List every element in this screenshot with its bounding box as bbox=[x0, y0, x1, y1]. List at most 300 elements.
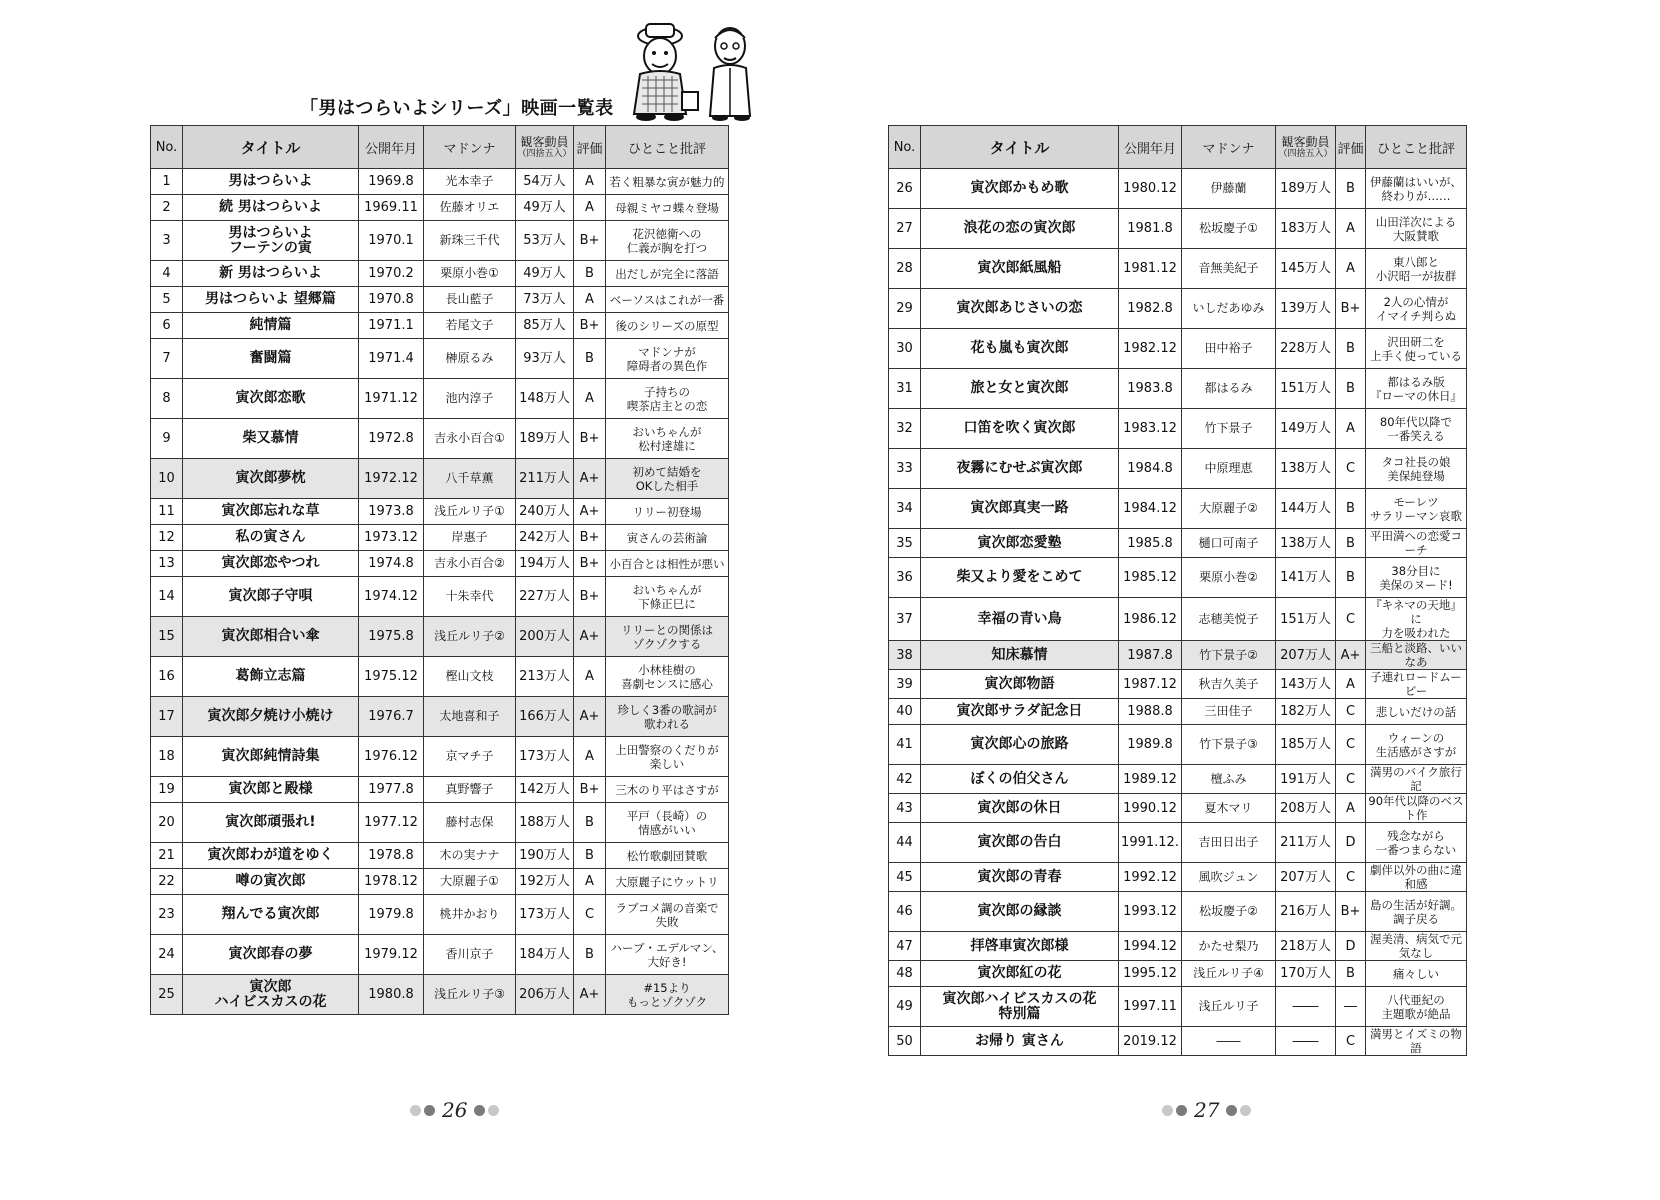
cell-title: 寅次郎紅の花 bbox=[921, 961, 1119, 987]
cell-rating: B+ bbox=[574, 221, 606, 261]
cell-madonna: 秋吉久美子 bbox=[1182, 670, 1276, 699]
cell-madonna: 浅丘ルリ子② bbox=[424, 617, 516, 657]
cell-audience: 173万人 bbox=[516, 895, 574, 935]
table-row bbox=[151, 975, 729, 1015]
cell-madonna: 都はるみ bbox=[1182, 369, 1276, 409]
cell-rating: C bbox=[1336, 725, 1366, 765]
cell-release-date: 1969.8 bbox=[359, 169, 424, 195]
cell-no: 23 bbox=[151, 895, 183, 935]
cell-no: 3 bbox=[151, 221, 183, 261]
cell-comment: 残念ながら 一番つまらない bbox=[1366, 823, 1467, 863]
cell-madonna: 栗原小巻② bbox=[1182, 558, 1276, 598]
table-row bbox=[151, 313, 729, 339]
cell-no: 21 bbox=[151, 843, 183, 869]
cell-comment: おいちゃんが 松村達雄に bbox=[606, 419, 729, 459]
cell-madonna: 浅丘ルリ子① bbox=[424, 499, 516, 525]
cell-audience: 142万人 bbox=[516, 777, 574, 803]
table-row bbox=[151, 551, 729, 577]
cell-title: 寅次郎心の旅路 bbox=[921, 725, 1119, 765]
col-header-rating: 評価 bbox=[574, 126, 606, 169]
cell-madonna: 八千草薫 bbox=[424, 459, 516, 499]
cell-comment: #15より もっとゾクゾク bbox=[606, 975, 729, 1015]
cell-madonna: 栗原小巻① bbox=[424, 261, 516, 287]
table-row bbox=[889, 641, 1467, 670]
cell-no: 13 bbox=[151, 551, 183, 577]
cell-no: 29 bbox=[889, 289, 921, 329]
cell-audience: 211万人 bbox=[1276, 823, 1336, 863]
cell-release-date: 1994.12 bbox=[1119, 932, 1182, 961]
cell-audience: 190万人 bbox=[516, 843, 574, 869]
cell-comment: 2人の心情が イマイチ判らぬ bbox=[1366, 289, 1467, 329]
cell-audience: 143万人 bbox=[1276, 670, 1336, 699]
cell-release-date: 1971.1 bbox=[359, 313, 424, 339]
col-header-title: タイトル bbox=[921, 126, 1119, 169]
table-row bbox=[889, 369, 1467, 409]
cell-title: 奮闘篇 bbox=[183, 339, 359, 379]
cell-release-date: 1970.1 bbox=[359, 221, 424, 261]
table-row bbox=[151, 777, 729, 803]
table-row bbox=[889, 489, 1467, 529]
cell-title: 寅次郎の青春 bbox=[921, 863, 1119, 892]
cell-madonna: 音無美紀子 bbox=[1182, 249, 1276, 289]
cell-no: 5 bbox=[151, 287, 183, 313]
cell-title: 寅次郎の休日 bbox=[921, 794, 1119, 823]
cell-no: 15 bbox=[151, 617, 183, 657]
cell-comment: 悲しいだけの話 bbox=[1366, 699, 1467, 725]
cell-release-date: 1987.8 bbox=[1119, 641, 1182, 670]
table-row bbox=[889, 794, 1467, 823]
col-header-date: 公開年月 bbox=[359, 126, 424, 169]
cell-comment: タコ社長の娘 美保純登場 bbox=[1366, 449, 1467, 489]
cell-no: 33 bbox=[889, 449, 921, 489]
cell-release-date: 1982.12 bbox=[1119, 329, 1182, 369]
cell-rating: A bbox=[574, 379, 606, 419]
table-row bbox=[151, 419, 729, 459]
cell-rating: B+ bbox=[574, 419, 606, 459]
table-row bbox=[151, 577, 729, 617]
table-row bbox=[151, 737, 729, 777]
col-header-madonna: マドンナ bbox=[1182, 126, 1276, 169]
table-row bbox=[889, 765, 1467, 794]
cell-audience: 216万人 bbox=[1276, 892, 1336, 932]
cell-no: 32 bbox=[889, 409, 921, 449]
cell-release-date: 1977.8 bbox=[359, 777, 424, 803]
cell-madonna: 檀ふみ bbox=[1182, 765, 1276, 794]
cell-title: 浪花の恋の寅次郎 bbox=[921, 209, 1119, 249]
cell-comment: 平戸（長崎）の 情感がいい bbox=[606, 803, 729, 843]
cell-no: 22 bbox=[151, 869, 183, 895]
cell-no: 36 bbox=[889, 558, 921, 598]
table-row bbox=[889, 932, 1467, 961]
cell-madonna: 三田佳子 bbox=[1182, 699, 1276, 725]
table-row bbox=[889, 558, 1467, 598]
cell-audience: 139万人 bbox=[1276, 289, 1336, 329]
cell-release-date: 1971.4 bbox=[359, 339, 424, 379]
cell-audience: 184万人 bbox=[516, 935, 574, 975]
cell-audience: 240万人 bbox=[516, 499, 574, 525]
cell-title: 男はつらいよ 望郷篇 bbox=[183, 287, 359, 313]
col-header-title: タイトル bbox=[183, 126, 359, 169]
cell-no: 46 bbox=[889, 892, 921, 932]
cell-no: 30 bbox=[889, 329, 921, 369]
cell-audience: 206万人 bbox=[516, 975, 574, 1015]
cell-title: 男はつらいよ フーテンの寅 bbox=[183, 221, 359, 261]
cell-title: 寅次郎相合い傘 bbox=[183, 617, 359, 657]
cell-rating: B bbox=[574, 261, 606, 287]
cell-rating: B bbox=[1336, 329, 1366, 369]
cell-madonna: 松坂慶子② bbox=[1182, 892, 1276, 932]
cell-rating: B+ bbox=[574, 777, 606, 803]
cell-comment: 珍しく3番の歌詞が 歌われる bbox=[606, 697, 729, 737]
cell-comment: おいちゃんが 下條正巳に bbox=[606, 577, 729, 617]
cell-no: 48 bbox=[889, 961, 921, 987]
cell-no: 24 bbox=[151, 935, 183, 975]
page-title: 「男はつらいよシリーズ」映画一覧表 bbox=[300, 98, 614, 119]
cell-title: 寅次郎恋やつれ bbox=[183, 551, 359, 577]
table-header-row bbox=[889, 126, 1467, 169]
cell-rating: A+ bbox=[574, 499, 606, 525]
tora-san-cartoon-illustration bbox=[612, 16, 762, 122]
cell-rating: C bbox=[1336, 1027, 1366, 1056]
col-header-audience-label: 観客動員 bbox=[520, 135, 569, 149]
col-header-audience-note: （四捨五入） bbox=[517, 149, 572, 159]
table-row bbox=[151, 935, 729, 975]
cell-comment: 都はるみ版 『ローマの休日』 bbox=[1366, 369, 1467, 409]
cell-comment: 子持ちの 喫茶店主との恋 bbox=[606, 379, 729, 419]
cell-rating: B+ bbox=[1336, 892, 1366, 932]
cell-comment: 東八郎と 小沢昭一が抜群 bbox=[1366, 249, 1467, 289]
cell-rating: B+ bbox=[574, 313, 606, 339]
cell-comment: ハーブ・エデルマン、 大好き! bbox=[606, 935, 729, 975]
cell-title: 寅次郎かもめ歌 bbox=[921, 169, 1119, 209]
cell-no: 45 bbox=[889, 863, 921, 892]
cell-audience: 53万人 bbox=[516, 221, 574, 261]
cell-title: 幸福の青い鳥 bbox=[921, 598, 1119, 641]
table-row bbox=[151, 195, 729, 221]
cell-no: 12 bbox=[151, 525, 183, 551]
cell-no: 49 bbox=[889, 987, 921, 1027]
cell-title: 寅次郎春の夢 bbox=[183, 935, 359, 975]
table-row bbox=[889, 249, 1467, 289]
page-dot-icon bbox=[488, 1105, 499, 1116]
cell-rating: A bbox=[1336, 794, 1366, 823]
cell-rating: A bbox=[574, 737, 606, 777]
table-row bbox=[151, 657, 729, 697]
cell-no: 2 bbox=[151, 195, 183, 221]
page-number-text: 27 bbox=[1194, 1098, 1220, 1122]
cell-comment: 三船と淡路、いいなあ bbox=[1366, 641, 1467, 670]
cell-rating: B+ bbox=[574, 551, 606, 577]
cell-audience: 151万人 bbox=[1276, 598, 1336, 641]
cell-comment: 小百合とは相性が悪い bbox=[606, 551, 729, 577]
cell-rating: B bbox=[1336, 169, 1366, 209]
cell-release-date: 1981.12 bbox=[1119, 249, 1182, 289]
cell-audience: 149万人 bbox=[1276, 409, 1336, 449]
cell-madonna: 田中裕子 bbox=[1182, 329, 1276, 369]
table-row bbox=[889, 449, 1467, 489]
cell-madonna: 風吹ジュン bbox=[1182, 863, 1276, 892]
cell-release-date: 2019.12 bbox=[1119, 1027, 1182, 1056]
cell-no: 20 bbox=[151, 803, 183, 843]
cell-comment: 38分目に 美保のヌード! bbox=[1366, 558, 1467, 598]
cell-title: 寅次郎物語 bbox=[921, 670, 1119, 699]
cell-title: 男はつらいよ bbox=[183, 169, 359, 195]
cell-comment: 後のシリーズの原型 bbox=[606, 313, 729, 339]
cell-audience: 85万人 bbox=[516, 313, 574, 339]
cell-no: 27 bbox=[889, 209, 921, 249]
cell-title: 寅次郎と殿様 bbox=[183, 777, 359, 803]
cell-release-date: 1985.8 bbox=[1119, 529, 1182, 558]
cell-title: 翔んでる寅次郎 bbox=[183, 895, 359, 935]
cell-audience: 138万人 bbox=[1276, 449, 1336, 489]
cell-comment: 八代亜紀の 主題歌が絶品 bbox=[1366, 987, 1467, 1027]
cell-rating: B bbox=[1336, 369, 1366, 409]
cell-no: 38 bbox=[889, 641, 921, 670]
cell-no: 1 bbox=[151, 169, 183, 195]
cell-release-date: 1984.8 bbox=[1119, 449, 1182, 489]
cell-title: 花も嵐も寅次郎 bbox=[921, 329, 1119, 369]
cell-audience: 213万人 bbox=[516, 657, 574, 697]
cell-release-date: 1969.11 bbox=[359, 195, 424, 221]
cell-comment: 若く粗暴な寅が魅力的 bbox=[606, 169, 729, 195]
cell-title: 寅次郎の告白 bbox=[921, 823, 1119, 863]
cell-audience: 228万人 bbox=[1276, 329, 1336, 369]
cell-madonna: いしだあゆみ bbox=[1182, 289, 1276, 329]
col-header-audience bbox=[1276, 126, 1336, 169]
table-row bbox=[889, 863, 1467, 892]
cell-release-date: 1976.12 bbox=[359, 737, 424, 777]
cell-madonna: 竹下景子 bbox=[1182, 409, 1276, 449]
cell-no: 18 bbox=[151, 737, 183, 777]
col-header-comment: ひとこと批評 bbox=[1366, 126, 1467, 169]
page-dot-icon bbox=[410, 1105, 421, 1116]
page-dot-icon bbox=[1176, 1105, 1187, 1116]
cell-rating: C bbox=[1336, 863, 1366, 892]
cell-title: ぼくの伯父さん bbox=[921, 765, 1119, 794]
table-row bbox=[889, 598, 1467, 641]
cell-title: 夜霧にむせぶ寅次郎 bbox=[921, 449, 1119, 489]
cell-release-date: 1980.12 bbox=[1119, 169, 1182, 209]
cell-madonna: 木の実ナナ bbox=[424, 843, 516, 869]
cell-madonna: 新珠三千代 bbox=[424, 221, 516, 261]
cell-no: 19 bbox=[151, 777, 183, 803]
cell-comment: 小林桂樹の 喜劇センスに感心 bbox=[606, 657, 729, 697]
cell-release-date: 1977.12 bbox=[359, 803, 424, 843]
cell-no: 8 bbox=[151, 379, 183, 419]
page-number-text: 26 bbox=[442, 1098, 468, 1122]
cell-title: 続 男はつらいよ bbox=[183, 195, 359, 221]
cell-release-date: 1991.12. bbox=[1119, 823, 1182, 863]
cell-title: 旅と女と寅次郎 bbox=[921, 369, 1119, 409]
cell-release-date: 1990.12 bbox=[1119, 794, 1182, 823]
cell-madonna: 十朱幸代 bbox=[424, 577, 516, 617]
cell-rating: C bbox=[1336, 598, 1366, 641]
cell-comment: 90年代以降のベスト作 bbox=[1366, 794, 1467, 823]
table-row bbox=[151, 499, 729, 525]
cell-rating: B+ bbox=[1336, 289, 1366, 329]
table-row bbox=[889, 725, 1467, 765]
cell-title: 寅次郎忘れな草 bbox=[183, 499, 359, 525]
cell-release-date: 1974.12 bbox=[359, 577, 424, 617]
cell-comment: 寅さんの芸術論 bbox=[606, 525, 729, 551]
cell-audience: 151万人 bbox=[1276, 369, 1336, 409]
cell-release-date: 1986.12 bbox=[1119, 598, 1182, 641]
cell-comment: 山田洋次による 大阪賛歌 bbox=[1366, 209, 1467, 249]
table-row bbox=[889, 987, 1467, 1027]
cell-title: 寅次郎紙風船 bbox=[921, 249, 1119, 289]
cell-rating: B bbox=[574, 843, 606, 869]
cell-title: 寅次郎あじさいの恋 bbox=[921, 289, 1119, 329]
table-row bbox=[889, 670, 1467, 699]
cell-comment: 渥美清、病気で元気なし bbox=[1366, 932, 1467, 961]
cell-title: 寅次郎サラダ記念日 bbox=[921, 699, 1119, 725]
cell-comment: ウィーンの 生活感がさすが bbox=[1366, 725, 1467, 765]
cell-title: 純情篇 bbox=[183, 313, 359, 339]
cell-rating: A bbox=[574, 869, 606, 895]
cell-rating: A bbox=[1336, 249, 1366, 289]
cell-no: 10 bbox=[151, 459, 183, 499]
film-list-table-right bbox=[888, 125, 1467, 1056]
cell-madonna: 榊原るみ bbox=[424, 339, 516, 379]
cell-audience: 191万人 bbox=[1276, 765, 1336, 794]
cell-no: 41 bbox=[889, 725, 921, 765]
col-header-madonna: マドンナ bbox=[424, 126, 516, 169]
cell-madonna: 光本幸子 bbox=[424, 169, 516, 195]
cell-audience: 183万人 bbox=[1276, 209, 1336, 249]
table-row bbox=[151, 697, 729, 737]
cell-comment: 島の生活が好調。 調子戻る bbox=[1366, 892, 1467, 932]
cell-release-date: 1983.12 bbox=[1119, 409, 1182, 449]
cell-comment: リリー初登場 bbox=[606, 499, 729, 525]
cell-release-date: 1989.8 bbox=[1119, 725, 1182, 765]
cell-no: 17 bbox=[151, 697, 183, 737]
col-header-date: 公開年月 bbox=[1119, 126, 1182, 169]
cell-audience: 227万人 bbox=[516, 577, 574, 617]
cell-no: 11 bbox=[151, 499, 183, 525]
cell-madonna: 真野響子 bbox=[424, 777, 516, 803]
cell-audience: 211万人 bbox=[516, 459, 574, 499]
cell-madonna: 京マチ子 bbox=[424, 737, 516, 777]
col-header-audience-label: 観客動員 bbox=[1281, 135, 1330, 149]
cell-audience: 207万人 bbox=[1276, 641, 1336, 670]
table-row bbox=[889, 961, 1467, 987]
cell-audience: 170万人 bbox=[1276, 961, 1336, 987]
cell-rating: C bbox=[1336, 765, 1366, 794]
cell-madonna: 志穂美悦子 bbox=[1182, 598, 1276, 641]
cell-comment: 平田満への恋愛コーチ bbox=[1366, 529, 1467, 558]
table-row bbox=[151, 261, 729, 287]
cell-audience: 218万人 bbox=[1276, 932, 1336, 961]
cell-madonna: 大原麗子① bbox=[424, 869, 516, 895]
cell-release-date: 1992.12 bbox=[1119, 863, 1182, 892]
table-row bbox=[889, 409, 1467, 449]
table-row bbox=[151, 459, 729, 499]
cell-audience: 49万人 bbox=[516, 195, 574, 221]
cell-rating: A bbox=[574, 195, 606, 221]
cell-release-date: 1993.12 bbox=[1119, 892, 1182, 932]
table-header-row bbox=[151, 126, 729, 169]
cell-release-date: 1995.12 bbox=[1119, 961, 1182, 987]
page-number-left bbox=[410, 1100, 499, 1120]
page-dot-icon bbox=[424, 1105, 435, 1116]
cell-no: 47 bbox=[889, 932, 921, 961]
cell-audience: 73万人 bbox=[516, 287, 574, 313]
cell-audience: 189万人 bbox=[1276, 169, 1336, 209]
cell-comment: 劇伴以外の曲に違和感 bbox=[1366, 863, 1467, 892]
cell-release-date: 1973.8 bbox=[359, 499, 424, 525]
cell-comment: 満男とイズミの物語 bbox=[1366, 1027, 1467, 1056]
cell-audience: 148万人 bbox=[516, 379, 574, 419]
cell-rating: D bbox=[1336, 823, 1366, 863]
cell-rating: B bbox=[1336, 489, 1366, 529]
cell-comment: 出だしが完全に落語 bbox=[606, 261, 729, 287]
cell-release-date: 1979.12 bbox=[359, 935, 424, 975]
cell-audience: 185万人 bbox=[1276, 725, 1336, 765]
cell-title: 私の寅さん bbox=[183, 525, 359, 551]
cell-release-date: 1978.12 bbox=[359, 869, 424, 895]
cell-no: 25 bbox=[151, 975, 183, 1015]
cell-rating: A+ bbox=[574, 617, 606, 657]
film-list-table-left bbox=[150, 125, 729, 1015]
cell-no: 28 bbox=[889, 249, 921, 289]
cell-release-date: 1970.2 bbox=[359, 261, 424, 287]
cell-comment: 80年代以降で 一番笑える bbox=[1366, 409, 1467, 449]
cell-comment: 母親ミヤコ蝶々登場 bbox=[606, 195, 729, 221]
cell-release-date: 1976.7 bbox=[359, 697, 424, 737]
cell-audience: 182万人 bbox=[1276, 699, 1336, 725]
cell-comment: ベーソスはこれが一番 bbox=[606, 287, 729, 313]
cell-comment: 沢田研二を 上手く使っている bbox=[1366, 329, 1467, 369]
cell-no: 37 bbox=[889, 598, 921, 641]
cell-audience: ―― bbox=[1276, 987, 1336, 1027]
table-row bbox=[889, 892, 1467, 932]
cell-no: 16 bbox=[151, 657, 183, 697]
cell-release-date: 1980.8 bbox=[359, 975, 424, 1015]
cell-madonna: 竹下景子② bbox=[1182, 641, 1276, 670]
cell-madonna: 吉永小百合② bbox=[424, 551, 516, 577]
table-row bbox=[151, 525, 729, 551]
cell-comment: 痛々しい bbox=[1366, 961, 1467, 987]
page-dot-icon bbox=[474, 1105, 485, 1116]
table-row bbox=[889, 329, 1467, 369]
cell-madonna: 浅丘ルリ子 bbox=[1182, 987, 1276, 1027]
cell-audience: 207万人 bbox=[1276, 863, 1336, 892]
cell-comment: 大原麗子にウットリ bbox=[606, 869, 729, 895]
cell-rating: C bbox=[574, 895, 606, 935]
cell-madonna: 長山藍子 bbox=[424, 287, 516, 313]
cell-rating: A bbox=[574, 169, 606, 195]
cell-release-date: 1984.12 bbox=[1119, 489, 1182, 529]
cell-title: 寅次郎純情詩集 bbox=[183, 737, 359, 777]
col-header-no: No. bbox=[151, 126, 183, 169]
cell-rating: A bbox=[1336, 670, 1366, 699]
table-row bbox=[151, 895, 729, 935]
cell-comment: 満男のバイク旅行記 bbox=[1366, 765, 1467, 794]
cell-rating: A bbox=[574, 657, 606, 697]
table-row bbox=[151, 803, 729, 843]
table-row bbox=[151, 169, 729, 195]
cell-comment: 松竹歌劇団賛歌 bbox=[606, 843, 729, 869]
cell-release-date: 1979.8 bbox=[359, 895, 424, 935]
cell-rating: A+ bbox=[574, 975, 606, 1015]
cell-comment: 『キネマの天地』に 力を吸われた bbox=[1366, 598, 1467, 641]
cell-comment: 伊藤蘭はいいが、 終わりが…… bbox=[1366, 169, 1467, 209]
cell-comment: 上田警察のくだりが 楽しい bbox=[606, 737, 729, 777]
cell-rating: C bbox=[1336, 449, 1366, 489]
cell-release-date: 1978.8 bbox=[359, 843, 424, 869]
cell-rating: A+ bbox=[574, 697, 606, 737]
cell-comment: 三木のり平はさすが bbox=[606, 777, 729, 803]
